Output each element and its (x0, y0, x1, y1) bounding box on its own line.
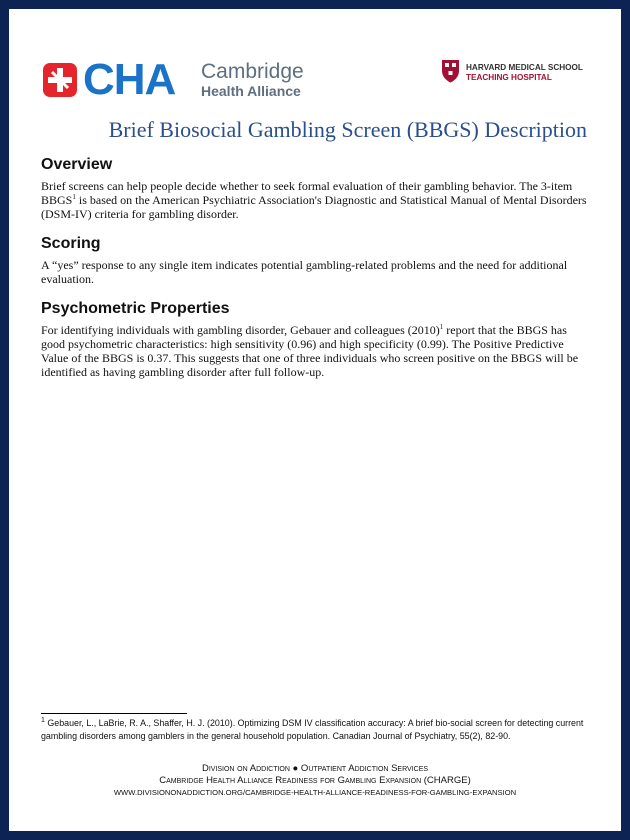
psychometric-text-b: report that the BBGS has good psychometric characteristics: high sensitivity (0.96) and high specificity (0.99). The Positive Predictive Value of the BBGS is 0.37. This suggests that one of three individuals who screen positive on the BBGS will be identified as having gambling disorder after full follow-up. (41, 323, 579, 379)
footnote-divider (41, 713, 187, 714)
cha-subtitle-line1: Cambridge (201, 60, 304, 83)
hms-logo (441, 59, 611, 89)
scoring-heading: Scoring (41, 235, 101, 252)
overview-heading: Overview (41, 156, 113, 173)
hms-line2: TEACHING HOSPITAL (466, 73, 552, 82)
overview-text-a: Brief screens can help people decide whether to seek formal evaluation of their gambling behavior. The 3-item BBGS (41, 179, 573, 207)
footer-url[interactable]: WWW.DIVISIONONADDICTION.ORG/CAMBRIDGE-HEALTH-ALLIANCE-READINESS-FOR-GAMBLING-EXPANSION (113, 788, 517, 797)
scoring-paragraph: A “yes” response to any single item indicates potential gambling-related problems and the need for additional evaluation. (41, 258, 568, 286)
hms-text (466, 63, 583, 83)
footnote (41, 717, 601, 743)
overview-section (41, 155, 591, 221)
harvard-shield-icon (441, 59, 460, 83)
document-title: Brief Biosocial Gambling Screen (BBGS) Description (108, 117, 587, 142)
footnote-text: Gebauer, L., LaBrie, R. A., Shaffer, H. J. (2010). Optimizing DSM IV classification accuracy: A brief bio-social screen for detecting current gambling disorders among gamblers in the general household population. Canadian Journal of Psychiatry, 55(2), 82-90. (41, 718, 584, 741)
cha-subtitle (201, 61, 341, 99)
psychometric-paragraph (41, 323, 591, 379)
overview-paragraph (41, 179, 591, 221)
cha-letters: CHA (83, 55, 176, 104)
document-body (41, 155, 591, 392)
psychometric-section (41, 299, 591, 379)
page-footer (9, 763, 621, 798)
overview-footnote-ref: 1 (72, 193, 76, 201)
overview-text-b: is based on the American Psychiatric Association's Diagnostic and Statistical Manual of Mental Disorders (DSM-IV) criteria for gambling disorder. (41, 193, 587, 221)
cha-subtitle-line2: Health Alliance (201, 83, 301, 99)
hms-line1: HARVARD MEDICAL SCHOOL (466, 63, 583, 72)
psychometric-footnote-ref: 1 (439, 323, 444, 331)
psychometric-text-a: For identifying individuals with gambling disorder, Gebauer and colleagues (2010) (41, 323, 440, 337)
cha-cross-icon (43, 63, 77, 97)
footer-line2: Cambridge Health Alliance Readiness for Gambling Expansion (CHARGE) (159, 775, 471, 786)
psychometric-heading: Psychometric Properties (41, 300, 230, 317)
footnote-marker: 1 (41, 717, 45, 725)
scoring-section (41, 234, 591, 286)
footer-line1: Division on Addiction ● Outpatient Addiction Services (201, 763, 429, 774)
document-page (9, 9, 621, 831)
